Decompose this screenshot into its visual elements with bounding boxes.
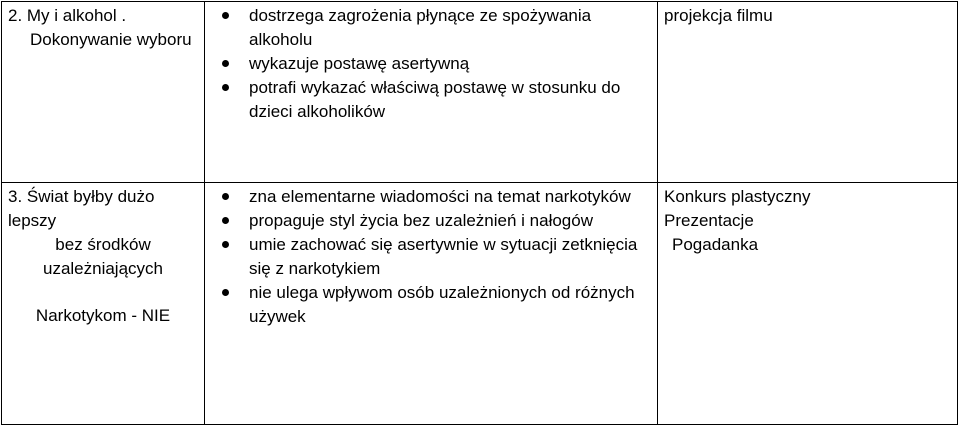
topic-number-line: 3. Świat byłby dużo lepszy [8, 187, 155, 230]
outcome-item [249, 209, 651, 233]
outcome-item [249, 52, 651, 76]
topic-cell [2, 2, 205, 183]
outcome-text: zna elementarne wiadomości na temat narkotyków [249, 187, 631, 206]
topic-title-line: Dokonywanie wyboru [30, 30, 192, 49]
outcome-item [249, 4, 651, 52]
outcome-text: umie zachować się asertywnie w sytuacji zetknięcia się z narkotykiem [249, 235, 638, 278]
bullet-icon [222, 12, 229, 19]
outcomes-list [211, 185, 651, 329]
outcome-text: wykazuje postawę asertywną [249, 54, 470, 73]
outcome-text: potrafi wykazać właściwą postawę w stosunku do dzieci alkoholików [249, 78, 621, 121]
bullet-icon [222, 241, 229, 248]
outcomes-list [211, 4, 651, 124]
outcome-text: dostrzega zagrożenia płynące ze spożywania alkoholu [249, 6, 592, 49]
methods-cell [658, 2, 958, 183]
method-item: Konkurs plastyczny [664, 187, 811, 206]
topic-cell [2, 183, 205, 425]
outcome-text: nie ulega wpływom osób uzależnionych od różnych używek [249, 283, 635, 326]
bullet-icon [222, 193, 229, 200]
outcomes-cell [205, 183, 658, 425]
method-item: Pogadanka [672, 235, 759, 254]
method-item: Prezentacje [664, 211, 754, 230]
outcome-item [249, 281, 651, 329]
spacer [8, 281, 198, 304]
methods-cell [658, 183, 958, 425]
outcome-item [249, 233, 651, 281]
bullet-icon [222, 289, 229, 296]
outcome-text: propaguje styl życia bez uzależnień i nałogów [249, 211, 593, 230]
bullet-icon [222, 60, 229, 67]
bullet-icon [222, 84, 229, 91]
table-row [2, 2, 958, 183]
outcome-item [249, 76, 651, 124]
topic-title-line: bez środków [55, 235, 151, 254]
table-row [2, 183, 958, 425]
lesson-plan-table [1, 1, 958, 425]
topic-number-line: 2. My i alkohol . [8, 6, 127, 25]
outcome-item [249, 185, 651, 209]
topic-title-line: uzależniających [42, 259, 163, 278]
topic-slogan: Narkotykom - NIE [35, 306, 171, 325]
method-item: projekcja filmu [664, 6, 773, 25]
bullet-icon [222, 217, 229, 224]
outcomes-cell [205, 2, 658, 183]
